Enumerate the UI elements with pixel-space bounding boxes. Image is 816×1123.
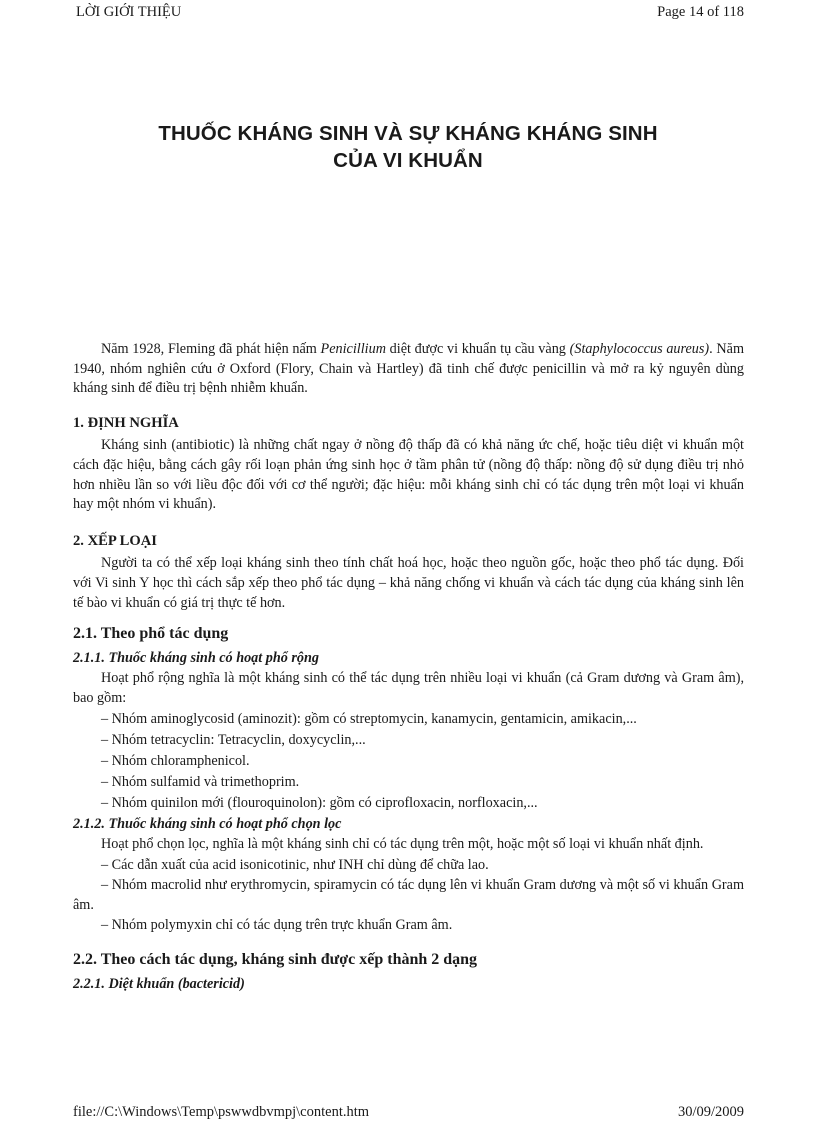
footer-date: 30/09/2009 — [677, 1104, 744, 1120]
section-2-1-heading: 2.1. Theo phổ tác dụng — [73, 625, 229, 643]
list-item: – Nhóm chloramphenicol. — [101, 752, 250, 769]
document-title-line1: THUỐC KHÁNG SINH VÀ SỰ KHÁNG KHÁNG SINH — [158, 122, 658, 145]
section-2-1-2-heading: 2.1.2. Thuốc kháng sinh có hoạt phổ chọn lọc — [73, 815, 342, 832]
intro-text-1: Năm 1928, Fleming đã phát hiện nấm — [101, 341, 321, 357]
intro-text-3: . Năm 1940, nhóm nghiên cứu ở Oxford (Flory, Chain và Hartley) đã tinh chế được penicillin và mở ra kỷ nguyên dùng kháng sinh để điều trị bệnh nhiễm khuẩn. — [73, 341, 745, 397]
list-item: – Nhóm polymyxin chỉ có tác dụng trên trực khuẩn Gram âm. — [101, 917, 453, 934]
section-1-paragraph: Kháng sinh (antibiotic) là những chất ngay ở nồng độ thấp đã có khả năng ức chế, hoặc tiêu diệt vi khuẩn một cách đặc hiệu, bằng cách gây rối loạn phản ứng sinh học ở tầm phân tử (nồng độ thấp: nồng độ sử dụng điều trị nhỏ hơn nhiều lần so với liều độc đối với cơ thể người; đặc hiệu: mỗi kháng sinh chỉ có tác dụng trên một loại vi khuẩn hay một nhóm vi khuẩn). — [73, 437, 744, 513]
list-item: – Nhóm aminoglycosid (aminozit): gồm có streptomycin, kanamycin, gentamicin, amikacin,... — [101, 710, 637, 727]
section-2-2-heading: 2.2. Theo cách tác dụng, kháng sinh được xếp thành 2 dạng — [73, 951, 478, 969]
intro-paragraph — [73, 340, 744, 399]
intro-italic-genus: Penicillium — [320, 341, 386, 357]
document-title-line2: CỦA VI KHUẨN — [333, 149, 483, 172]
section-2-2-1-heading: 2.2.1. Diệt khuẩn (bactericid) — [73, 975, 245, 992]
section-2-heading: 2. XẾP LOẠI — [73, 532, 157, 549]
section-2-1-1-heading: 2.1.1. Thuốc kháng sinh có hoạt phổ rộng — [73, 649, 319, 666]
list-item: – Nhóm quinilon mới (flouroquinolon): gồm có ciprofloxacin, norfloxacin,... — [101, 795, 538, 812]
intro-italic-species: (Staphylococcus aureus) — [569, 341, 710, 357]
header-section-title: LỜI GIỚI THIỆU — [76, 4, 182, 20]
page-header — [76, 3, 744, 23]
header-page-number: Page 14 of 118 — [657, 4, 744, 20]
document-title — [0, 120, 816, 174]
intro-text-2: diệt được vi khuẩn tụ cầu vàng — [385, 341, 570, 357]
footer-file-path: file://C:\Windows\Temp\pswwdbvmpj\content.htm — [73, 1104, 370, 1120]
section-2-1-2-paragraph: Hoạt phổ chọn lọc, nghĩa là một kháng sinh chỉ có tác dụng trên một, hoặc một số loại vi khuẩn nhất định. — [101, 836, 704, 853]
section-2-paragraph: Người ta có thể xếp loại kháng sinh theo tính chất hoá học, hoặc theo nguồn gốc, hoặc theo phổ tác dụng. Đối với Vi sinh Y học thì cách sắp xếp theo phổ tác dụng – khả năng chống vi khuẩn và cách tác dụng của kháng sinh lên tế bào vi khuẩn có giá trị thực tế hơn. — [73, 555, 744, 611]
list-item: – Các dẫn xuất của acid isonicotinic, như INH chỉ dùng để chữa lao. — [101, 856, 489, 873]
section-2-1-1-paragraph: Hoạt phổ rộng nghĩa là một kháng sinh có thể tác dụng trên nhiều loại vi khuẩn (cả Gram dương và Gram âm), bao gồm: — [73, 670, 744, 706]
list-item: – Nhóm macrolid như erythromycin, spiramycin có tác dụng lên vi khuẩn Gram dương và một số vi khuẩn Gram âm. — [73, 876, 744, 913]
page-footer — [73, 1103, 744, 1121]
section-1-heading: 1. ĐỊNH NGHĨA — [73, 414, 179, 431]
list-item: – Nhóm sulfamid và trimethoprim. — [101, 774, 300, 791]
document-body — [73, 340, 744, 995]
list-item: – Nhóm tetracyclin: Tetracyclin, doxycyclin,... — [101, 731, 366, 748]
